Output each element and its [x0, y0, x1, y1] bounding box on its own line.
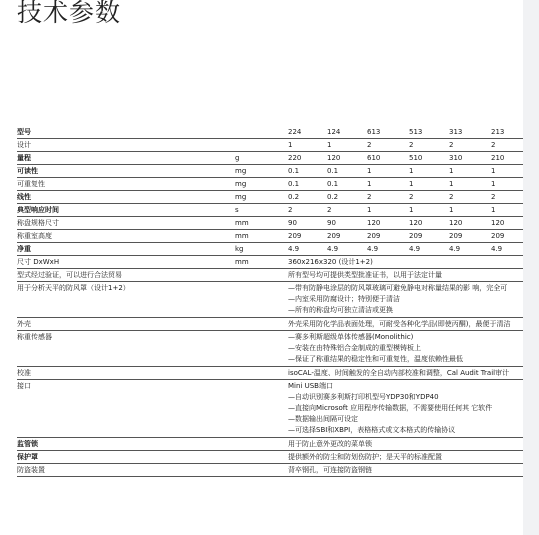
row-label: 校准 — [17, 369, 31, 377]
row-value: 2 — [327, 206, 332, 214]
row-label: 净重 — [17, 245, 31, 253]
row-line: —安装在由特殊铝合金制成的重型模铸板上 — [288, 344, 421, 352]
legal-trade-row — [17, 269, 523, 282]
size-value: 360x216x320 (设计1+2) — [288, 258, 373, 266]
row-line: —带有防静电涂层的防风罩玻璃可避免静电对称量结果的影 响，完全可 — [288, 284, 508, 292]
page-title: 技术参数 — [17, 0, 122, 27]
spec-row — [17, 139, 523, 152]
size-unit: mm — [235, 258, 249, 266]
model-header: 124 — [327, 128, 341, 136]
row-label: 典型响应时间 — [17, 206, 59, 214]
model-header: 613 — [367, 128, 381, 136]
row-value: 209 — [409, 232, 423, 240]
spec-row — [17, 217, 523, 230]
row-unit: kg — [235, 245, 244, 253]
row-value: 120 — [449, 219, 463, 227]
menu-lock-row — [17, 438, 523, 451]
row-value: 2 — [449, 141, 454, 149]
row-unit: mg — [235, 193, 247, 201]
row-value: 2 — [491, 141, 496, 149]
row-value: 外壳采用防化学品表面处理，可耐受各种化学品(即使丙酮)，最便于清洁 — [288, 320, 511, 328]
row-line: —数据输出间隔可设定 — [288, 415, 358, 423]
size-row — [17, 256, 523, 269]
row-line: —可选择SBI和XBPI，表格格式或文本格式的传输协议 — [288, 426, 456, 434]
row-unit: s — [235, 206, 239, 214]
row-label: 设计 — [17, 141, 31, 149]
row-value: 2 — [449, 193, 454, 201]
anti-theft-row — [17, 464, 523, 477]
row-value: 1 — [367, 180, 372, 188]
row-value: 2 — [288, 206, 293, 214]
row-value: 2 — [409, 193, 414, 201]
scrollbar-track[interactable] — [523, 0, 539, 535]
row-value: 120 — [491, 219, 505, 227]
row-value: 209 — [449, 232, 463, 240]
row-label: 线性 — [17, 193, 31, 201]
header-label: 型号 — [17, 128, 31, 136]
spec-row — [17, 165, 523, 178]
row-value: 1 — [288, 141, 293, 149]
row-value: 1 — [409, 167, 414, 175]
row-value: 210 — [491, 154, 505, 162]
row-value: 220 — [288, 154, 302, 162]
row-value: 1 — [449, 206, 454, 214]
load-cell-row — [17, 331, 523, 367]
row-value: 4.9 — [288, 245, 300, 253]
row-value: 1 — [449, 180, 454, 188]
row-value: 120 — [367, 219, 381, 227]
row-value: 310 — [449, 154, 463, 162]
row-value: 1 — [449, 167, 454, 175]
calibration-row — [17, 367, 523, 380]
row-value: 4.9 — [491, 245, 503, 253]
row-value: 209 — [288, 232, 302, 240]
header-row — [17, 126, 523, 139]
row-line: —内室采用防腐设计；特别便于清洁 — [288, 295, 400, 303]
spec-row — [17, 152, 523, 165]
row-value: 1 — [491, 180, 496, 188]
row-unit: mg — [235, 180, 247, 188]
row-value: 用于防止意外更改的菜单锁 — [288, 440, 372, 448]
spec-row — [17, 204, 523, 217]
model-header: 513 — [409, 128, 423, 136]
row-value: 4.9 — [367, 245, 379, 253]
row-line: —直接向Microsoft 应用程序传输数据，不需要使用任何其 它软件 — [288, 404, 493, 412]
model-header: 313 — [449, 128, 463, 136]
row-value: 所有型号均可提供类型批准证书，以用于法定计量 — [288, 271, 442, 279]
dust-cover-row — [17, 451, 523, 464]
row-value: 1 — [409, 206, 414, 214]
row-unit: mm — [235, 232, 249, 240]
row-value: 90 — [288, 219, 297, 227]
row-value: 510 — [409, 154, 423, 162]
row-value: 120 — [409, 219, 423, 227]
row-value: 0.2 — [288, 193, 300, 201]
row-line: Mini USB端口 — [288, 382, 333, 390]
spec-row — [17, 243, 523, 256]
row-value: 4.9 — [449, 245, 461, 253]
row-label: 保护罩 — [17, 453, 38, 461]
row-label: 监管锁 — [17, 440, 38, 448]
row-value: 0.1 — [327, 180, 339, 188]
row-label: 用于分析天平的防风罩（设计1+2） — [17, 284, 130, 292]
row-value: 2 — [367, 193, 372, 201]
row-value: 0.1 — [288, 167, 300, 175]
row-label: 防盗装置 — [17, 466, 45, 474]
row-label: 外壳 — [17, 320, 31, 328]
row-value: 0.1 — [327, 167, 339, 175]
row-label: 称重室高度 — [17, 232, 52, 240]
row-value: 4.9 — [409, 245, 421, 253]
row-label: 量程 — [17, 154, 31, 162]
row-value: 209 — [491, 232, 505, 240]
model-header: 213 — [491, 128, 505, 136]
housing-row — [17, 318, 523, 331]
row-label: 称重传感器 — [17, 333, 52, 341]
row-value: 1 — [409, 180, 414, 188]
spec-row — [17, 191, 523, 204]
row-value: 1 — [491, 167, 496, 175]
spec-table — [17, 126, 523, 477]
row-line: —所有的称盘均可独立清洁或更换 — [288, 306, 393, 314]
row-line: —保证了称重结果的稳定性和可重复性，温度依赖性最低 — [288, 355, 463, 363]
row-line: —赛多利斯超级单体传感器(Monolithic) — [288, 333, 414, 341]
row-value: 1 — [367, 206, 372, 214]
size-label: 尺寸 DxWxH — [17, 258, 60, 266]
row-value: 0.2 — [327, 193, 339, 201]
row-value: 4.9 — [327, 245, 339, 253]
row-value: 0.1 — [288, 180, 300, 188]
row-value: 209 — [367, 232, 381, 240]
row-value: 209 — [327, 232, 341, 240]
model-header: 224 — [288, 128, 302, 136]
row-unit: mg — [235, 167, 247, 175]
row-label: 接口 — [17, 382, 31, 390]
row-label: 称盘规格尺寸 — [17, 219, 59, 227]
draft-shield-row — [17, 282, 523, 318]
row-value: isoCAL-温度、时间触发的全自动内部校准和调整，Cal Audit Trail审计 — [288, 369, 510, 377]
row-unit: g — [235, 154, 240, 162]
row-label: 可重复性 — [17, 180, 45, 188]
row-value: 提供额外的防尘和防划伤防护；是天平的标准配置 — [288, 453, 442, 461]
row-value: 2 — [491, 193, 496, 201]
row-value: 1 — [367, 167, 372, 175]
row-value: 2 — [409, 141, 414, 149]
row-value: 610 — [367, 154, 381, 162]
row-value: 90 — [327, 219, 336, 227]
row-value: 2 — [367, 141, 372, 149]
row-value: 1 — [491, 206, 496, 214]
spec-row — [17, 230, 523, 243]
row-value: 背卒钢孔，可连接防盗钢链 — [288, 466, 372, 474]
interface-row — [17, 380, 523, 438]
row-label: 型式经过验证，可以进行合法贸易 — [17, 271, 122, 279]
row-label: 可读性 — [17, 167, 38, 175]
spec-row — [17, 178, 523, 191]
row-unit: mm — [235, 219, 249, 227]
row-line: —自动识别赛多利斯打印机型号YDP30和YDP40 — [288, 393, 439, 401]
row-value: 120 — [327, 154, 341, 162]
row-value: 1 — [327, 141, 332, 149]
